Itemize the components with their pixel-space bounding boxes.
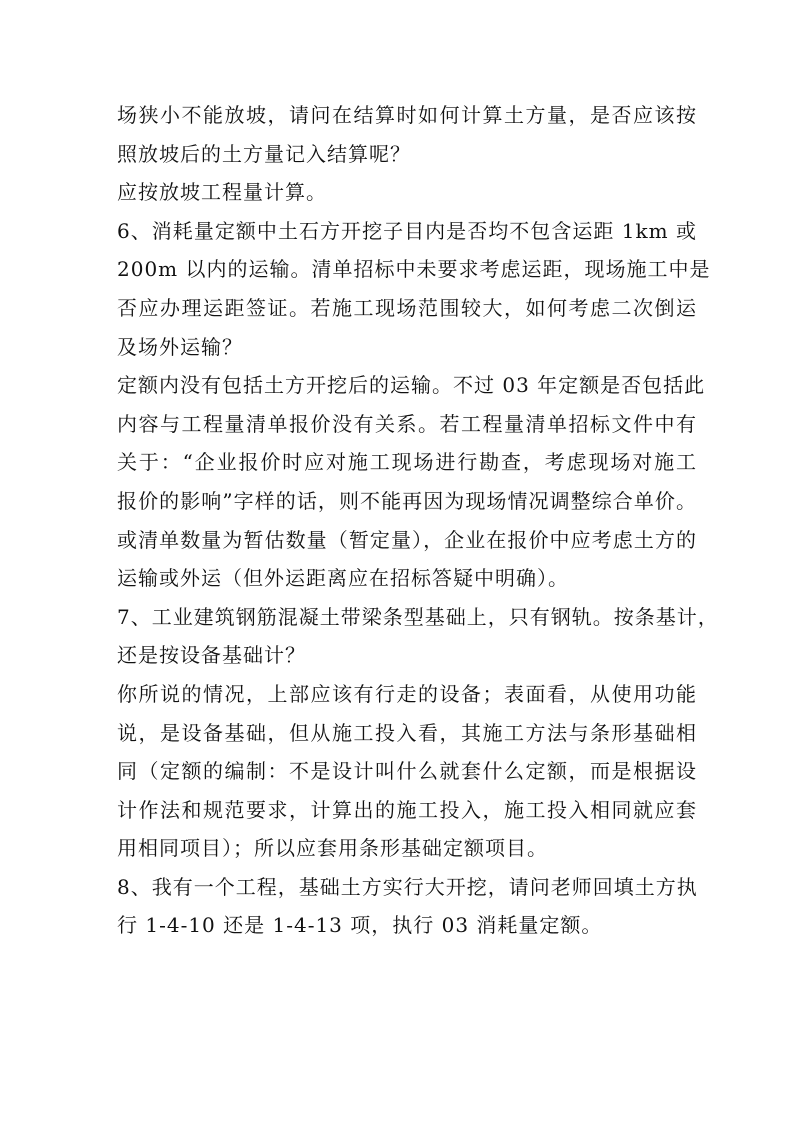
text-line: 同（定额的编制：不是设计叫什么就套什么定额，而是根据设	[117, 759, 697, 784]
question-line: 7、工业建筑钢筋混凝土带梁条型基础上，只有钢轨。按条基计，	[117, 604, 719, 629]
text-line: 行 1-4-10 还是 1-4-13 项，执行 03 消耗量定额。	[117, 913, 603, 938]
text-line: 内容与工程量清单报价没有关系。若工程量清单招标文件中有	[117, 411, 697, 436]
text-line: 还是按设备基础计？	[117, 643, 306, 668]
text-line: 200m 以内的运输。清单招标中未要求考虑运距，现场施工中是	[117, 257, 711, 282]
question-line: 6、消耗量定额中土石方开挖子目内是否均不包含运距 1km 或	[117, 218, 697, 243]
text-line: 计作法和规范要求，计算出的施工投入，施工投入相同就应套	[117, 797, 697, 822]
text-line: 否应办理运距签证。若施工现场范围较大，如何考虑二次倒运	[117, 295, 697, 320]
text-line: 场狭小不能放坡，请问在结算时如何计算土方量，是否应该按	[117, 103, 697, 127]
text-line: 及场外运输？	[117, 334, 243, 359]
answer-line: 定额内没有包括土方开挖后的运输。不过 03 年定额是否包括此	[117, 373, 706, 398]
question-line: 8、我有一个工程，基础土方实行大开挖，请问老师回填土方执	[117, 874, 698, 899]
text-line: 或清单数量为暂估数量（暂定量），企业在报价中应考虑土方的	[117, 527, 697, 552]
text-line: 应按放坡工程量计算。	[117, 180, 327, 205]
text-line: 照放坡后的土方量记入结算呢？	[117, 141, 411, 166]
text-line: 运输或外运（但外运距离应在招标答疑中明确）。	[117, 566, 569, 591]
answer-line: 你所说的情况，上部应该有行走的设备；表面看，从使用功能	[117, 681, 697, 706]
text-line: 关于：“企业报价时应对施工现场进行勘查，考虑现场对施工	[117, 450, 697, 475]
document-body	[117, 96, 719, 945]
text-line: 用相同项目）；所以应套用条形基础定额项目。	[117, 836, 548, 861]
text-line: 说，是设备基础，但从施工投入看，其施工方法与条形基础相	[117, 720, 697, 745]
text-line: 报价的影响”字样的话，则不能再因为现场情况调整综合单价。	[117, 488, 697, 513]
